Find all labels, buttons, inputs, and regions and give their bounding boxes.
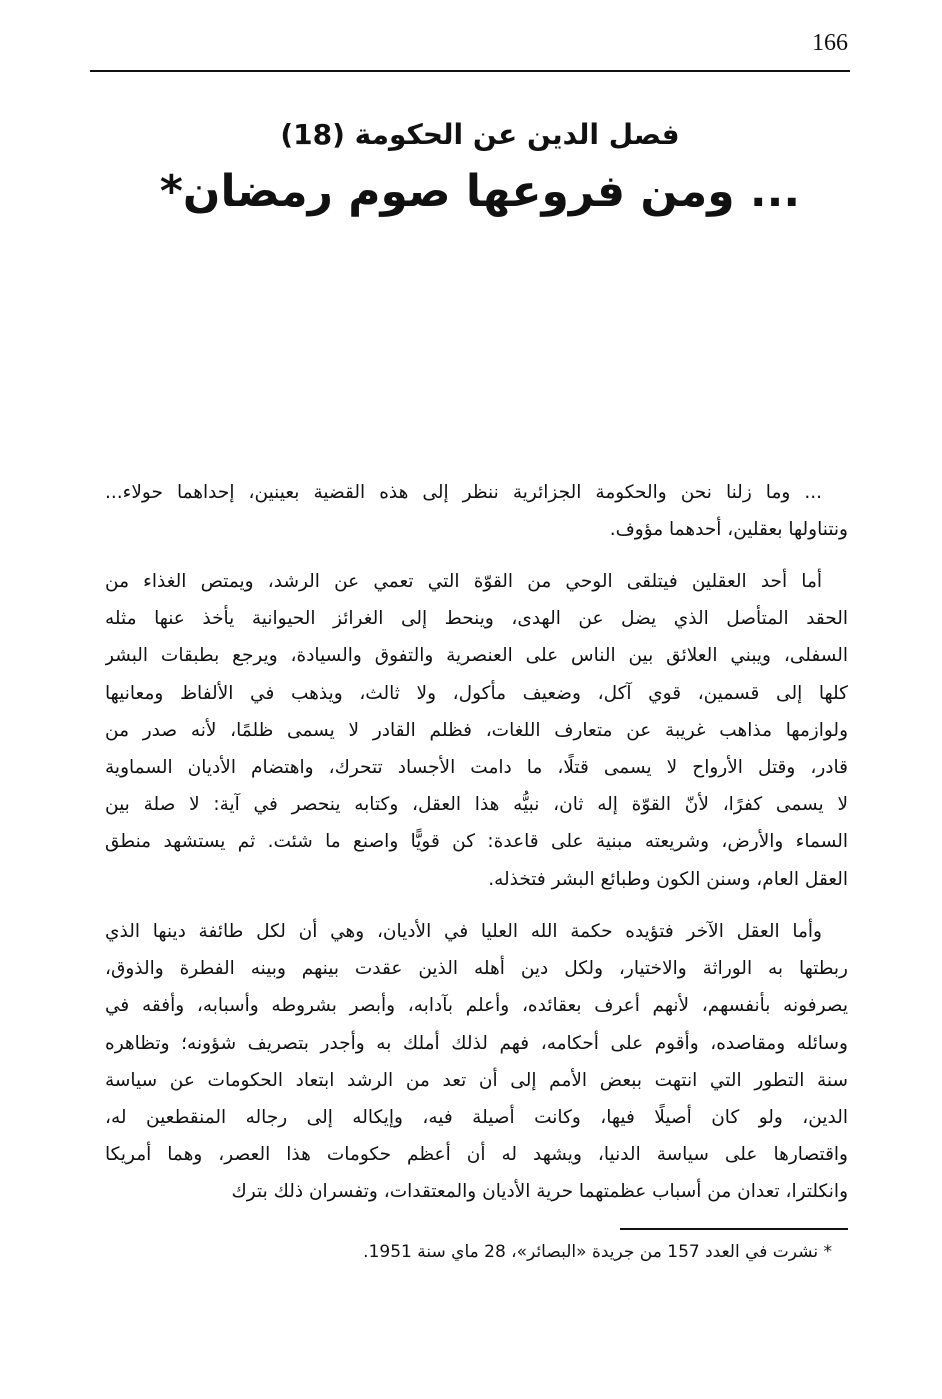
text-line: ربطتها به الوراثة والاختيار، ولكل دين أهله الذين عقدت بينهم وبينه الفطرة والذوق، [105,958,848,980]
chapter-title: فصل الدين عن الحكومة (18) [280,118,680,151]
text-line: يصرفونه بأنفسهم، لأنهم أعرف بعقائده، وأعلم بآدابه، وأبصر بشروطه وأسبابه، وأفقه في [105,995,848,1017]
text-line: ونتناولها بعقلين، أحدهما مؤوف. [609,519,848,541]
text-line: الحقد المتأصل الذي يضل عن الهدى، وينحط إلى الغرائز الحيوانية يأخذ عنها مثله [105,608,848,630]
text-line: ... وما زلنا نحن والحكومة الجزائرية ننظر إلى هذه القضية بعينين، إحداهما حولاء... [105,482,822,503]
text-line: سنة التطور التي انتهت ببعض الأمم إلى أن تعد من الرشد ابتعاد الحكومات عن سياسة [105,1069,848,1091]
text-line: قادر، وقتل الأرواح لا يسمى قتلًا، ما دامت الأجساد تتحرك، واهتضام الأديان السماوية [105,757,848,778]
page-number: 166 [812,30,848,56]
text-line: واقتصارها على سياسة الدنيا، ويشهد له أن أعظم حكومات هذا العصر، وهما أمريكا [105,1144,848,1166]
text-line: أما أحد العقلين فيتلقى الوحي من القوّة التي تعمي عن الرشد، ويمتص الغذاء من [105,571,822,592]
footnote-rule [620,1228,848,1230]
article-title: ... ومن فروعها صوم رمضان* [159,166,801,217]
text-line: وأما العقل الآخر فتؤيده حكمة الله العليا في الأديان، وهي أن لكل طائفة دينها الذي [105,921,822,942]
text-line: ولوازمها مذاهب غريبة عن متعارف اللغات، فظلم القادر لا يسمى ظلمًا، لأنه صدر من [105,719,848,741]
text-line: كلها إلى قسمين، قوي آكل، وضعيف مأكول، ولا ثالث، ويذهب في الألفاظ ومعانيها [105,682,848,704]
text-line: لا يسمى كفرًا، لأنّ القوّة إله ثان، نبيُّه هذا العقل، وكتابه ينحصر في آية: لا صلة بين [105,794,848,816]
text-line: وانكلترا، تعدان من أسباب عظمتهما حرية الأديان والمعتقدات، وتفسران ذلك بترك [231,1181,848,1203]
text-line: وسائله ومقاصده، وأقوم على أحكامه، فهم لذلك أملك به وأجدر بتصريف شؤونه؛ وتظاهره [105,1032,848,1054]
text-line: السفلى، ويبني العلائق بين الناس على العنصرية والتفوق والسيادة، ويرجع بطبقات البشر [105,645,848,667]
footnote: * نشرت في العدد 157 من جريدة «البصائر»، 28 ماي سنة 1951. [363,1242,832,1262]
text-line: العقل العام، وسنن الكون وطبائع البشر فتخذله. [488,868,848,890]
text-line: الدين، ولو كان أصيلًا فيها، وكانت أصيلة فيه، وإيكاله إلى رجاله المنقطعين له، [105,1107,848,1128]
header-rule [90,70,850,72]
text-line: السماء والأرض، وشريعته مبنية على قاعدة: كن قويًّا واصنع ما شئت. ثم يستشهد منطق [105,831,848,853]
